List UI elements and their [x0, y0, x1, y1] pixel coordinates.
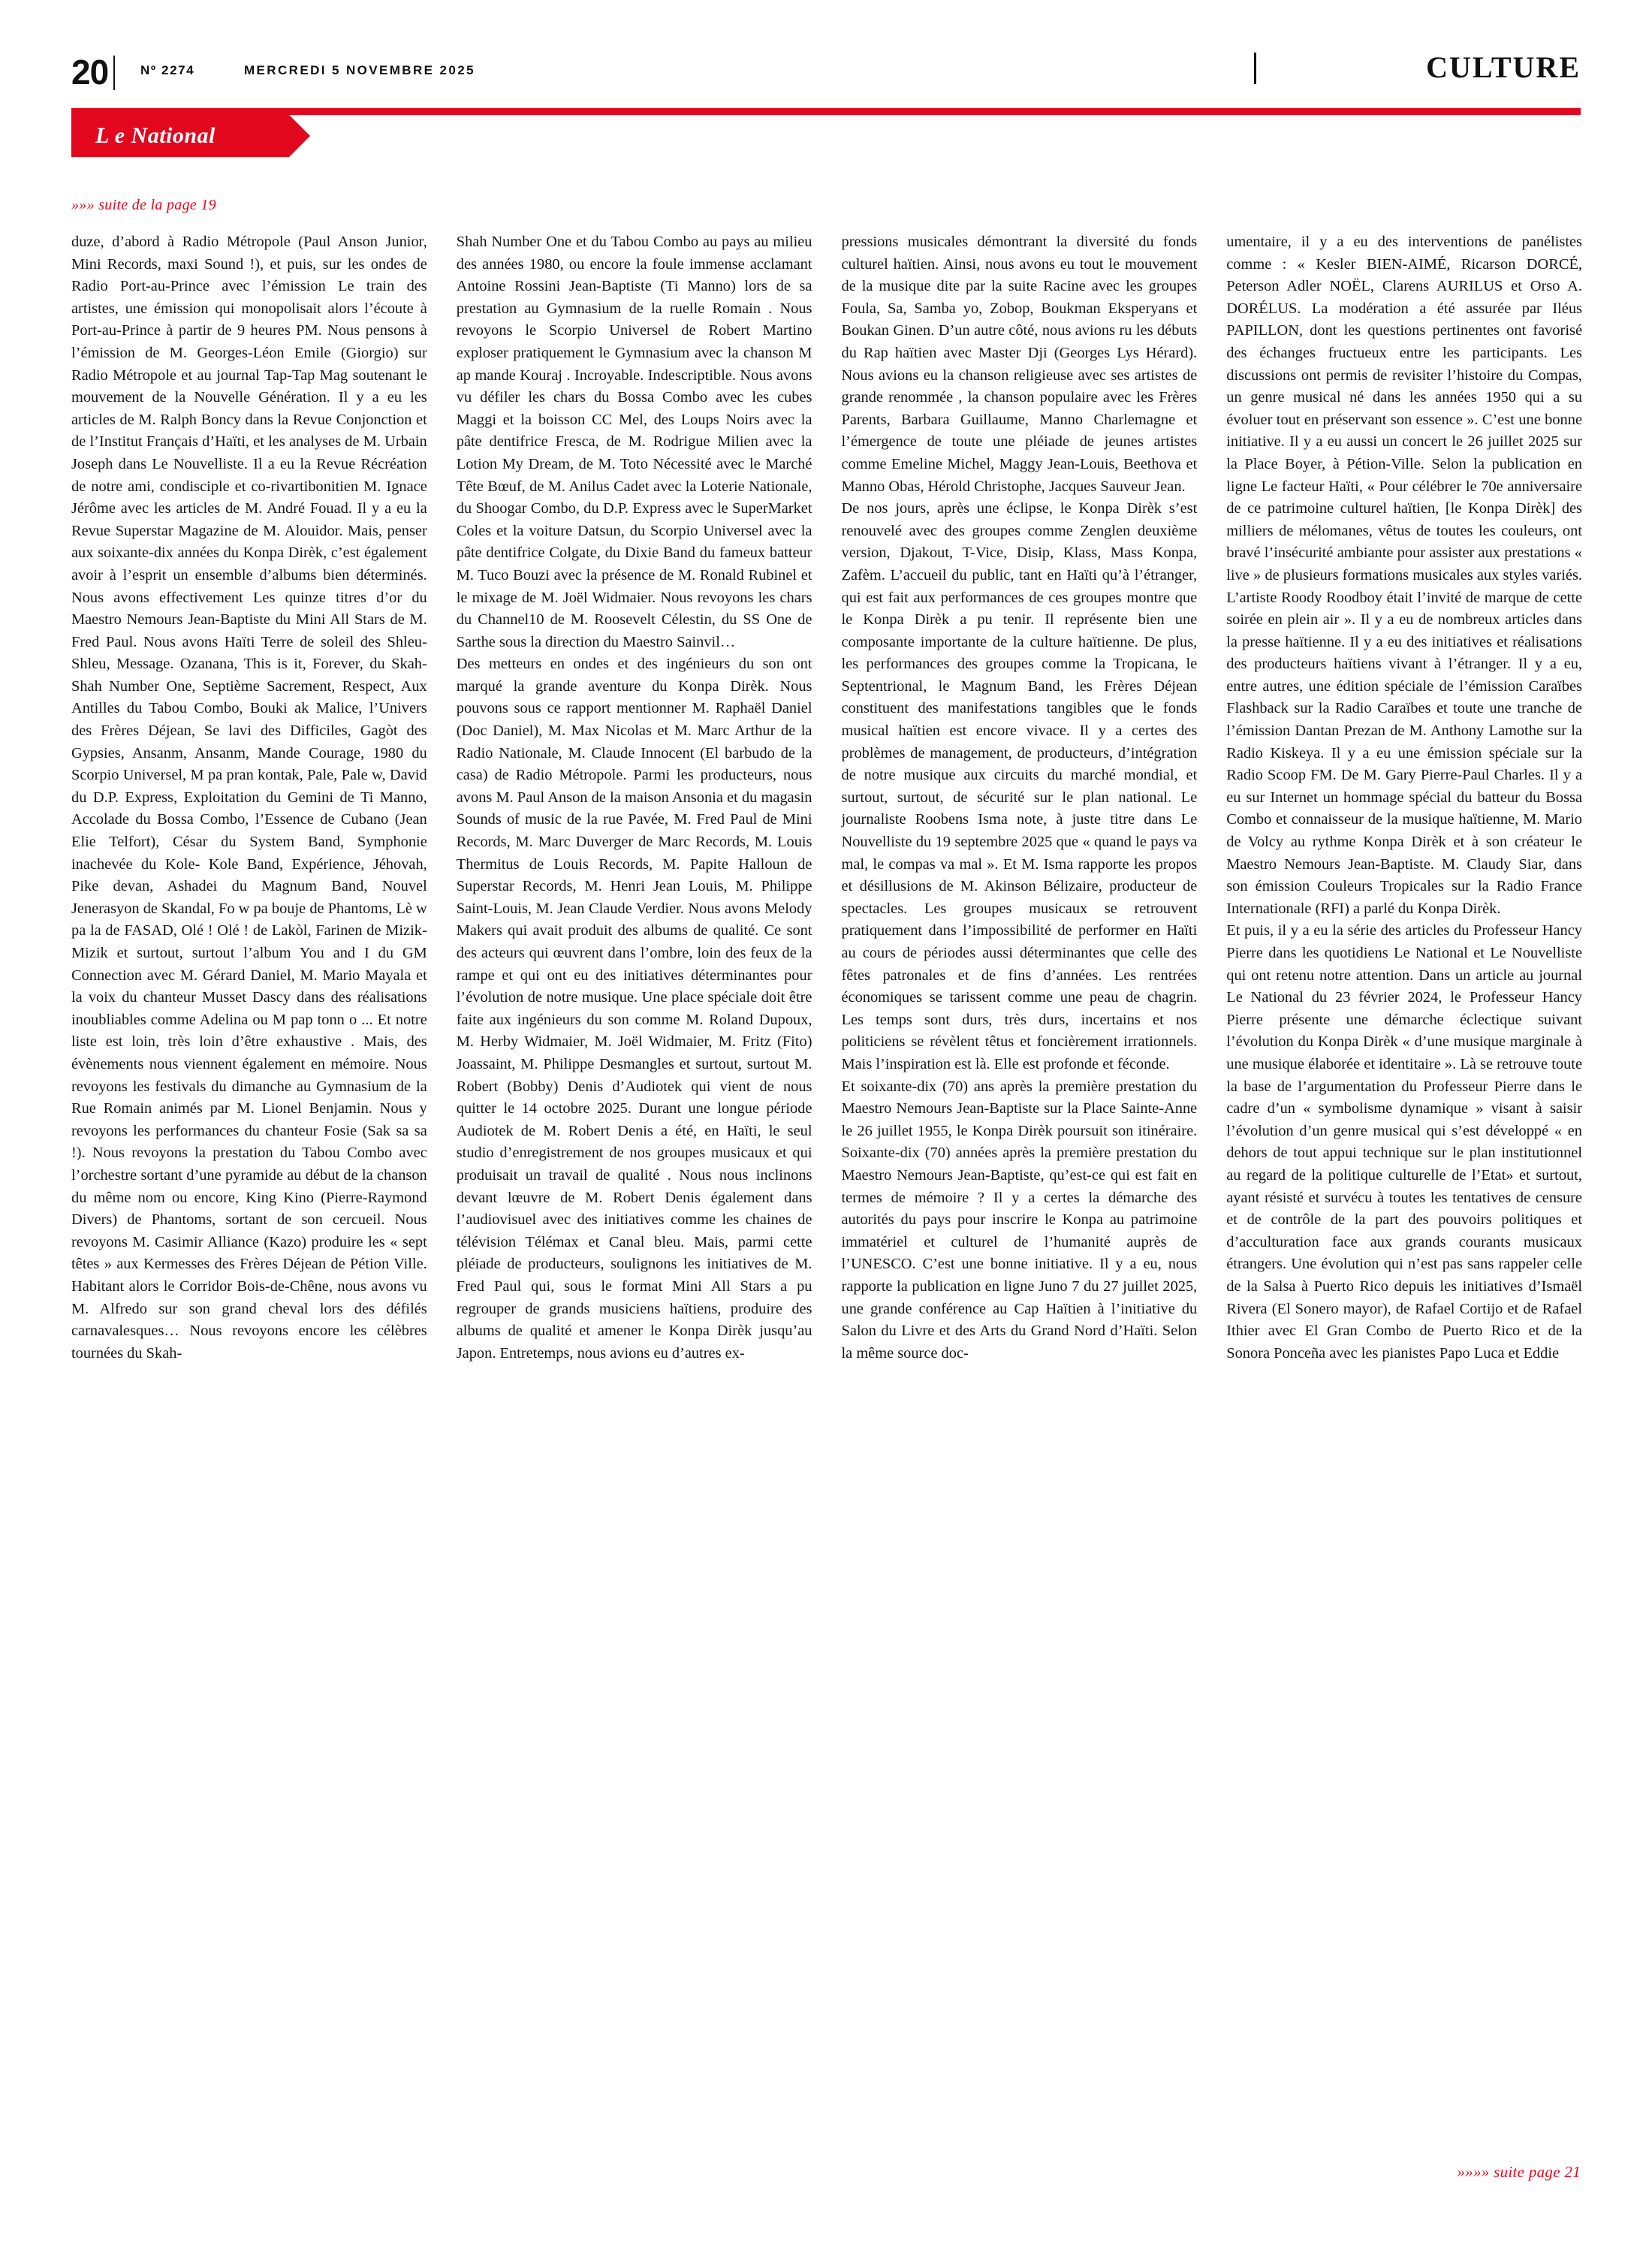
page-number-divider: [113, 56, 115, 90]
page-number: 20: [71, 53, 109, 92]
section-divider: [1254, 53, 1256, 84]
paragraph: Des metteurs en ondes et des ingénieurs du son ont marqué la grande aventure du Konpa Dirèk. Nous pouvons sous ce rapport mentionner M. Raphaël Daniel (Doc Daniel), M. Max Nicolas et M. Marc Arthur de la Radio Nationale, M. Claude Innocent (El barbudo de la casa) de Radio Métropole. Parmi les producteurs, nous avons M. Paul Anson de la maison Ansonia et du magasin Sounds of music de la rue Pavée, M. Fred Paul de Mini Records, M. Marc Duverger de Marc Records, M. Louis Thermitus de Louis Records, M. Papite Halloun de Superstar Records, M. Henri Jean Louis, M. Philippe Saint-Louis, M. Jean Claude Verdier. Nous avons Melody Makers qui avait produit des albums de qualité. Ce sont des acteurs qui œuvrent dans l’ombre, loin des feux de la rampe et qui ont eu des initiatives déterminantes pour l’évolution de notre musique. Une place spéciale doit être faite aux ingénieurs du son comme M. Roland Dupoux, M. Herby Widmaier, M. Joël Widmaier, M. Fritz (Fito) Joassaint, M. Philippe Desmangles et surtout, surtout M. Robert (Bobby) Denis d’Audiotek qui vient de nous quitter le 14 octobre 2025. Durant une longue période Audiotek de M. Robert Denis a été, en Haïti, le seul studio d’enregistrement de nos groupes musicaux et qui produisait un travail de qualité . Nous nous inclinons devant lœuvre de M. Robert Denis également dans l’audiovisuel avec des initiatives comme les chaines de télévision Télémax et Canal bleu. Mais, parmi cette pléiade de producteurs, soulignons les initiatives de M. Fred Paul qui, sous le format Mini All Stars a pu regrouper de grands musiciens haïtiens, produire des albums de qualité et amener le Konpa Dirèk jusqu’au Japon. Entretemps, nous avions eu d’autres ex-: [456, 656, 812, 1362]
masthead: [71, 50, 1581, 113]
paragraph: pressions musicales démontrant la diversité du fonds culturel haïtien. Ainsi, nous avons eu tout le mouvement de la musique dite par la suite Racine avec les groupes Foula, Sa, Samba yo, Zobop, Boukman Eksperyans et Boukan Ginen. D’un autre côté, nous avions ru les débuts du Rap haïtien avec Master Dji (Georges Lys Hérard). Nous avions eu la chanson religieuse avec ses artistes de grande renommée , la chanson populaire avec les Frères Parents, Barbara Guillaume, Manno Charlemagne et l’émergence de toute une pléiade de jeunes artistes comme Emeline Michel, Maggy Jean-Louis, Beethova et Manno Obas, Hérold Christophe, Jacques Sauveur Jean.: [841, 234, 1198, 495]
issue-number: Nº 2274: [140, 63, 195, 77]
article-column-4: [1226, 231, 1582, 2143]
paragraph: umentaire, il y a eu des interventions de panélistes comme : « Kesler BIEN-AIMÉ, Ricarson DORCÉ, Peterson Adler NOËL, Clarens AURILUS et Orso A. DORÉLUS. La modération a été assurée par Iléus PAPILLON, dont les questions pertinentes ont favorisé des échanges fructueux entre les participants. Les discussions ont permis de revisiter l’histoire du Compas, un genre musical né dans les années 1950 qui a su évoluer tout en préservant son essence ». C’est une bonne initiative. Il y a eu aussi un concert le 26 juillet 2025 sur la Place Boyer, à Pétion-Ville. Selon la publication en ligne Le facteur Haïti, « Pour célébrer le 70e anniversaire de ce patrimoine culturel haïtien, [le Konpa Dirèk] des milliers de mélomanes, vêtus de toutes les couleurs, ont bravé l’insécurité ambiante pour assister aux prestations « live » de plusieurs formations musicales aux styles variés. L’artiste Roody Roodboy était l’invité de marque de cette soirée en plein air ». Il y a eu de nombreux articles dans la presse haïtienne. Il y a eu des initiatives et réalisations des producteurs haïtiens vivant à l’étranger. Il y a eu, entre autres, une édition spéciale de l’émission Caraïbes Flashback sur la Radio Caraïbes et toute une tranche de l’émission Dantan Prezan de M. Anthony Lamothe sur la Radio Kiskeya. Il y a eu une émission spéciale sur la Radio Scoop FM. De M. Gary Pierre-Paul Charles. Il y a eu sur Internet un hommage spécial du batteur du Bossa Combo et connaisseur de la musique haïtienne, M. Mario de Volcy au rythme Konpa Dirèk et à son créateur le Maestro Nemours Jean-Baptiste. M. Claudy Siar, dans son émission Couleurs Tropicales sur la Radio France Internationale (RFI) a parlé du Konpa Dirèk.: [1226, 234, 1582, 917]
section-title: CULTURE: [1426, 50, 1581, 84]
continued-to-label: »»»» suite page 21: [1457, 2163, 1581, 2181]
paragraph: Shah Number One et du Tabou Combo au pays au milieu des années 1980, ou encore la foule immense acclamant Antoine Rossini Jean-Baptiste (Ti Manno) lors de sa prestation au Gymnasium de la ruelle Romain . Nous revoyons le Scorpio Universel de Robert Martino exploser pratiquement le Gymnasium avec la chanson M ap mande Kouraj . Incroyable. Indescriptible. Nous avons vu défiler les chars du Bossa Combo avec les cubes Maggi et la boisson CC Mel, des Loups Noirs avec la pâte dentifrice Fresca, de M. Rodrigue Milien avec la Lotion My Dream, de M. Toto Nécessité avec le Marché Tête Bœuf, de M. Anilus Cadet avec la Loterie Nationale, du Shoogar Combo, du D.P. Express avec le SuperMarket Coles et la voiture Datsun, du Scorpio Universel avec la pâte dentifrice Colgate, du Dixie Band du fameux batteur M. Tuco Bouzi avec la présence de M. Ronald Rubinel et le mixage de M. Joël Widmaier. Nous revoyons les chars du Channel10 de M. Roosevelt Célestin, du SS One de Sarthe sous la direction du Maestro Sainvil…: [456, 234, 812, 650]
article-column-1: [71, 231, 427, 2143]
article-column-2: [457, 231, 812, 2143]
publication-logo: [71, 115, 289, 157]
header-red-rule: [71, 108, 1581, 115]
paragraph: Et puis, il y a eu la série des articles du Professeur Hancy Pierre dans les quotidiens Le National et Le Nouvelliste qui ont retenu notre attention. Dans un article au journal Le National du 23 février 2024, le Professeur Hancy Pierre présente une démarche éclectique suivant l’évolution du Konpa Dirèk « d’une musique marginale à une musique élaborée et identitaire ». Là se retrouve toute la base de l’argumentation du Professeur Pierre dans le cadre d’un « symbolisme dynamique » visant à saisir l’évolution d’un genre musical qui s’est développé « en dehors de tout appui technique sur le plan institutionnel au regard de la politique culturelle de l’Etat» et surtout, ayant résisté et survécu à toutes les tentatives de censure et de contrôle de la part des pouvoirs politiques et d’acculturation face aux grands courants musicaux étrangers. Une évolution qui n’est pas sans rappeler celle de la Salsa à Puerto Rico depuis les initiatives d’Ismaël Rivera (El Sonero mayor), de Rafael Cortijo et de Rafael Ithier avec El Gran Combo de Puerto Rico et de la Sonora Ponceña avec les pianistes Papo Luca et Eddie: [1226, 922, 1582, 1362]
paragraph: duze, d’abord à Radio Métropole (Paul Anson Junior, Mini Records, maxi Sound !), et puis, sur les ondes de Radio Port-au-Prince avec l’émission Le train des artistes, une émission qui monopolisait alors l’écoute à Port-au-Prince à partir de 9 heures PM. Nous pensons à l’émission de M. Georges-Léon Emile (Giorgio) sur Radio Métropole et au journal Tap-Tap Mag soutenant le mouvement de la Nouvelle Génération. Il y a eu les articles de M. Ralph Boncy dans la Revue Conjonction et de l’Institut Français d’Haïti, et les analyses de M. Urbain Joseph dans Le Nouvelliste. Il a eu la Revue Récréation de notre ami, condisciple et co-rivartibonitien M. Ignace Jérôme avec les articles de M. André Fouad. Il y a eu la Revue Superstar Magazine de M. Alouidor. Mais, penser aux soixante-dix années du Konpa Dirèk, c’est également avoir à l’esprit un ensemble d’albums bien déterminés. Nous avons effectivement Les quinze titres d’or du Maestro Nemours Jean-Baptiste du Mini All Stars de M. Fred Paul. Nous avons Haïti Terre de soleil des Shleu-Shleu, Message. Ozanana, This is it, Forever, du Skah-Shah Number One, Septième Sacrement, Respect, Aux Antilles du Tabou Combo, Bouki ak Malice, l’Univers des Frères Déjean, Se lavi des Difficiles, Gagòt des Gypsies, Ansanm, Ansanm, Mande Courage, 1980 du Scorpio Universel, M pa pran kontak, Pale, Pale w, David du D.P. Express, Exploitation du Gemini de Ti Manno, Accolade du Bossa Combo, l’Essence de Cubano (Jean Elie Telfort), César du System Band, Symphonie inachevée du Kole- Kole Band, Expérience, Jéhovah, Pike devan, Ashadei du Magnum Band, Nouvel Jenerasyon de Skandal, Fo w pa bouje de Phantoms, Lè w pa la de FASAD, Olé ! Olé ! de Lakòl, Farinen de Mizik-Mizik et surtout, surtout l’album You and I du GM Connection avec M. Gérard Daniel, M. Mario Mayala et la voix du chanteur Musset Dascy dans des réalisations inoubliables comme Adelina ou M pap tonn o ... Et notre liste est loin, très loin d’être exhaustive . Mais, des évènements nous viennent également en mémoire. Nous revoyons les festivals du dimanche au Gymnasium de la Rue Romain animés par M. Lionel Benjamin. Nous y revoyons les performances du chanteur Fosie (Sak sa sa !). Nous revoyons la prestation du Tabou Combo avec l’orchestre sortant d’une pyramide au début de la chanson du même nom ou encore, King Kino (Pierre-Raymond Divers) de Phantoms, sortant de son cercueil. Nous revoyons M. Casimir Alliance (Kazo) produire les « sept têtes » aux Kermesses des Frères Déjean de Pétion Ville. Habitant alors le Corridor Bois-de-Chêne, nous avons vu M. Alfredo sur son grand cheval lors des défilés carnavalesques… Nous revoyons encore les célèbres tournées du Skah-: [71, 234, 427, 1362]
continued-from-label: »»» suite de la page 19: [71, 197, 216, 213]
paragraph: Et soixante-dix (70) ans après la première prestation du Maestro Nemours Jean-Baptiste sur la Place Sainte-Anne le 26 juillet 1955, le Konpa Dirèk poursuit son itinéraire. Soixante-dix (70) années après la première prestation du Maestro Nemours Jean-Baptiste, qu’est-ce qui est fait en termes de mémoire ? Il y a certes la démarche des autorités du pays pour inscrire le Konpa au patrimoine immatériel et culturel de l’humanité auprès de l’UNESCO. C’est une bonne initiative. Il y a eu, nous rapporte la publication en ligne Juno 7 du 27 juillet 2025, une grande conférence au Cap Haïtien à l’initiative du Salon du Livre et des Arts du Grand Nord d’Haïti. Selon la même source doc-: [841, 1078, 1198, 1362]
paragraph: De nos jours, après une éclipse, le Konpa Dirèk s’est renouvelé avec des groupes comme Zenglen deuxième version, Djakout, T-Vice, Disip, Klass, Mass Konpa, Zafèm. L’accueil du public, tant en Haïti qu’à l’étranger, qui est fait aux performances de ces groupes montre que le Konpa Dirèk a pu tenir. Il représente bien une composante importante de la culture haïtienne. De plus, les performances des groupes comme la Tropicana, le Septentrional, le Magnum Band, les Frères Déjean constituent des manifestations tangibles que le fonds musical haïtien est encore vivace. Il y a certes des problèmes de management, de producteurs, d’intégration de notre musique aux circuits du marché mondial, et surtout, surtout, de sécurité sur le plan national. Le journaliste Roobens Isma note, à juste titre dans Le Nouvelliste du 19 septembre 2025 que « quand le pays va mal, le compas va mal ». Et M. Isma rapporte les propos et désillusions de M. Akinson Bélizaire, producteur de spectacles. Les groupes musicaux se retrouvent pratiquement dans l’impossibilité de performer en Haïti au cours de périodes aussi déterminantes que celle des fêtes patronales et de fins d’années. Les rentrées économiques se tarissent comme une peau de chagrin. Les temps sont durs, très durs, incertains et nos politiciens se révèlent têtus et foncièrement irrationnels. Mais l’inspiration est là. Elle est profonde et féconde.: [841, 500, 1198, 1072]
publication-logo-text: L e National: [95, 123, 216, 148]
article-body: [71, 231, 1582, 2143]
article-column-3: [842, 231, 1198, 2143]
issue-date: MERCREDI 5 NOVEMBRE 2025: [244, 63, 475, 77]
